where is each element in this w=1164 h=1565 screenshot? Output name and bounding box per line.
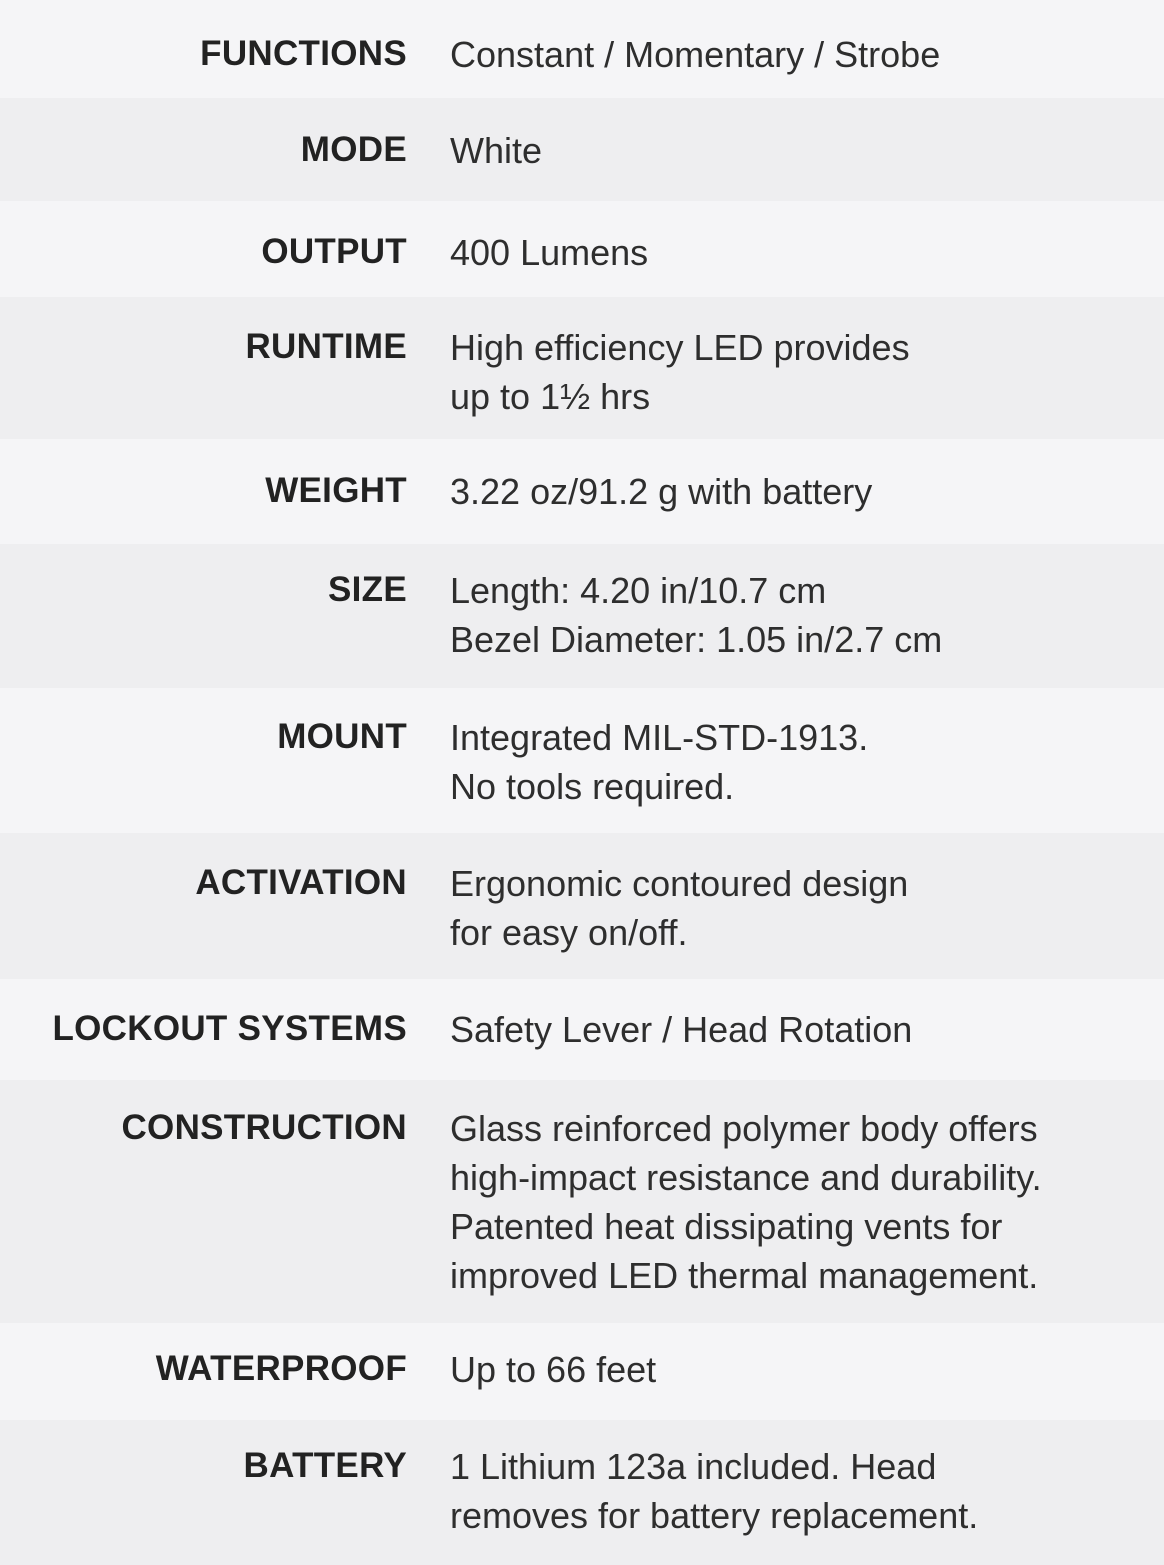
spec-value-mount: Integrated MIL-STD-1913. No tools required. xyxy=(450,717,869,807)
spec-label-runtime: RUNTIME xyxy=(245,327,407,366)
spec-row-runtime xyxy=(0,297,1164,439)
spec-row-output xyxy=(0,201,1164,297)
spec-label-mount: MOUNT xyxy=(277,717,407,756)
spec-value-functions: Constant / Momentary / Strobe xyxy=(450,34,941,75)
spec-value-mode: White xyxy=(450,130,543,171)
spec-row-waterproof xyxy=(0,1323,1164,1420)
spec-row-mount xyxy=(0,688,1164,833)
spec-row-construction xyxy=(0,1080,1164,1323)
spec-label-weight: WEIGHT xyxy=(265,471,407,510)
spec-label-construction: CONSTRUCTION xyxy=(121,1108,407,1147)
spec-value-battery: 1 Lithium 123a included. Head removes for battery replacement. xyxy=(450,1446,979,1536)
spec-row-battery xyxy=(0,1420,1164,1565)
spec-label-functions: FUNCTIONS xyxy=(200,34,407,73)
spec-value-weight: 3.22 oz/91.2 g with battery xyxy=(450,471,873,512)
spec-value-lockout-systems: Safety Lever / Head Rotation xyxy=(450,1009,913,1050)
spec-value-runtime: High efficiency LED provides up to 1½ hrs xyxy=(450,327,910,417)
spec-label-lockout-systems: LOCKOUT SYSTEMS xyxy=(52,1009,407,1048)
spec-value-output: 400 Lumens xyxy=(450,232,649,273)
spec-row-lockout-systems xyxy=(0,979,1164,1080)
spec-label-activation: ACTIVATION xyxy=(195,863,407,902)
spec-row-size xyxy=(0,544,1164,688)
spec-label-mode: MODE xyxy=(300,130,407,169)
spec-row-functions xyxy=(0,0,1164,98)
spec-label-size: SIZE xyxy=(328,570,407,609)
spec-value-activation: Ergonomic contoured design for easy on/off. xyxy=(450,863,909,953)
spec-row-activation xyxy=(0,833,1164,979)
spec-value-size: Length: 4.20 in/10.7 cm Bezel Diameter: 1.05 in/2.7 cm xyxy=(450,570,943,660)
spec-label-waterproof: WATERPROOF xyxy=(155,1349,407,1388)
spec-label-battery: BATTERY xyxy=(243,1446,407,1485)
spec-value-construction: Glass reinforced polymer body offers high-impact resistance and durability. Patented heat dissipating vents for improved LED thermal management. xyxy=(450,1108,1042,1296)
spec-row-weight xyxy=(0,439,1164,544)
spec-value-waterproof: Up to 66 feet xyxy=(450,1349,657,1390)
spec-row-mode xyxy=(0,98,1164,201)
spec-label-output: OUTPUT xyxy=(261,232,407,271)
